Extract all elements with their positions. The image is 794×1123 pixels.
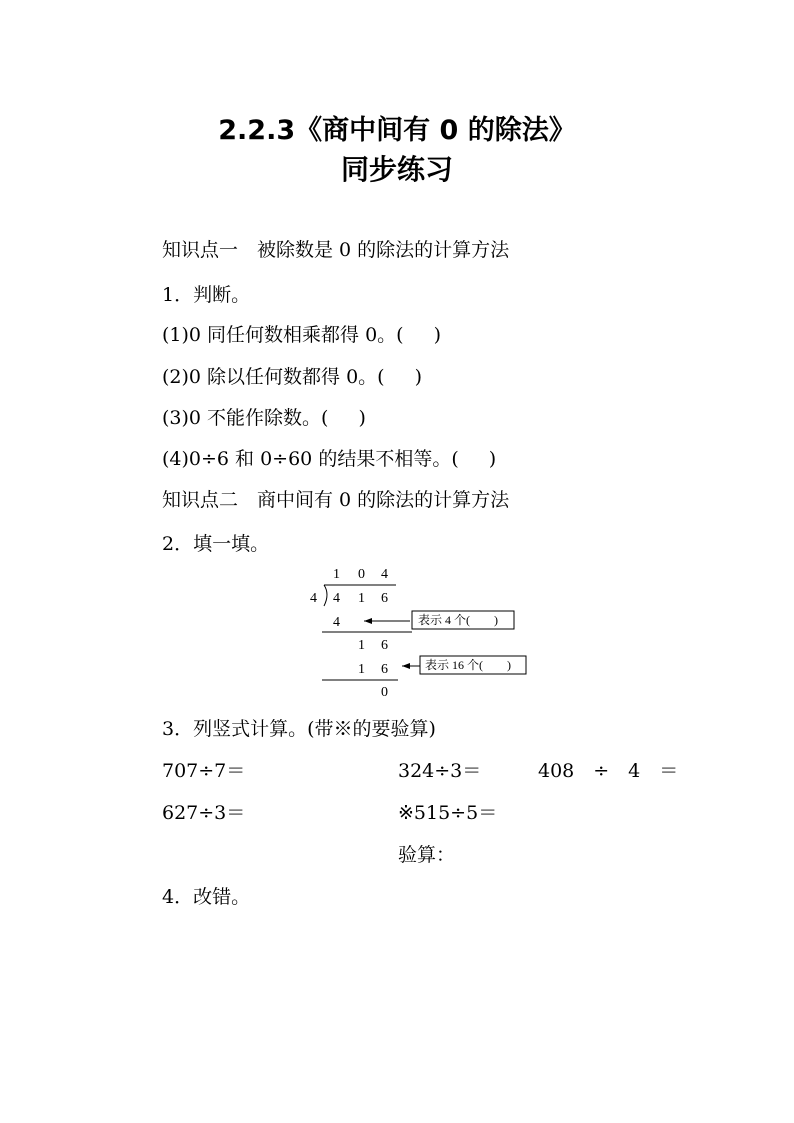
annotation-box-2-text[interactable]: 表示 16 个( ): [425, 658, 511, 672]
arrow-head-icon: [402, 663, 410, 669]
judge-item-text: (2)0 除以任何数都得 0。(: [162, 366, 385, 388]
step-3-digit: 6: [381, 662, 388, 677]
dividend-digit: 6: [381, 591, 388, 606]
calc-408-div-4: 408 ÷ 4 ＝: [538, 760, 679, 782]
calc-515-div-5: ※515÷5＝: [398, 802, 498, 824]
judge-item-2: (2)0 除以任何数都得 0。( ): [162, 366, 423, 388]
knowledge-point-1-heading: 知识点一 被除数是 0 的除法的计算方法: [162, 239, 510, 261]
arrow-head-icon: [364, 618, 372, 624]
step-1-product: 4: [333, 615, 340, 630]
question-3-label: 3．列竖式计算。(带※的要验算): [162, 718, 436, 740]
dividend-digit: 4: [333, 591, 340, 606]
judge-item-3: (3)0 不能作除数。( ): [162, 407, 366, 429]
quotient-digit: 1: [333, 567, 340, 582]
step-3-digit: 1: [358, 662, 365, 677]
page-subtitle: 同步练习: [340, 153, 453, 186]
judge-item-text: (3)0 不能作除数。(: [162, 407, 329, 429]
judge-item-text: (1)0 同任何数相乘都得 0。(: [162, 324, 404, 346]
long-division-diagram: [300, 560, 540, 710]
step-2-digit: 1: [358, 638, 365, 653]
question-2-label: 2．填一填。: [162, 533, 270, 555]
question-1-label: 1．判断。: [162, 284, 251, 306]
calc-707-div-7: 707÷7＝: [162, 760, 246, 782]
judge-item-1: (1)0 同任何数相乘都得 0。( ): [162, 324, 442, 346]
judge-item-4: (4)0÷6 和 0÷60 的结果不相等。( ): [162, 448, 497, 470]
question-4-label: 4．改错。: [162, 886, 251, 908]
division-bracket-curve: [324, 585, 327, 606]
quotient-digit: 0: [358, 567, 365, 582]
page-title: 2.2.3《商中间有 0 的除法》: [218, 115, 576, 146]
check-label: 验算：: [398, 844, 456, 866]
judge-item-text: (4)0÷6 和 0÷60 的结果不相等。(: [162, 448, 459, 470]
calc-627-div-3: 627÷3＝: [162, 802, 246, 824]
step-2-digit: 6: [381, 638, 388, 653]
calc-324-div-3: 324÷3＝: [398, 760, 482, 782]
quotient-digit: 4: [381, 567, 388, 582]
dividend-digit: 1: [358, 591, 365, 606]
knowledge-point-2-heading: 知识点二 商中间有 0 的除法的计算方法: [162, 489, 510, 511]
remainder: 0: [381, 685, 388, 700]
annotation-box-1-text[interactable]: 表示 4 个( ): [418, 613, 498, 627]
divisor: 4: [310, 591, 317, 606]
